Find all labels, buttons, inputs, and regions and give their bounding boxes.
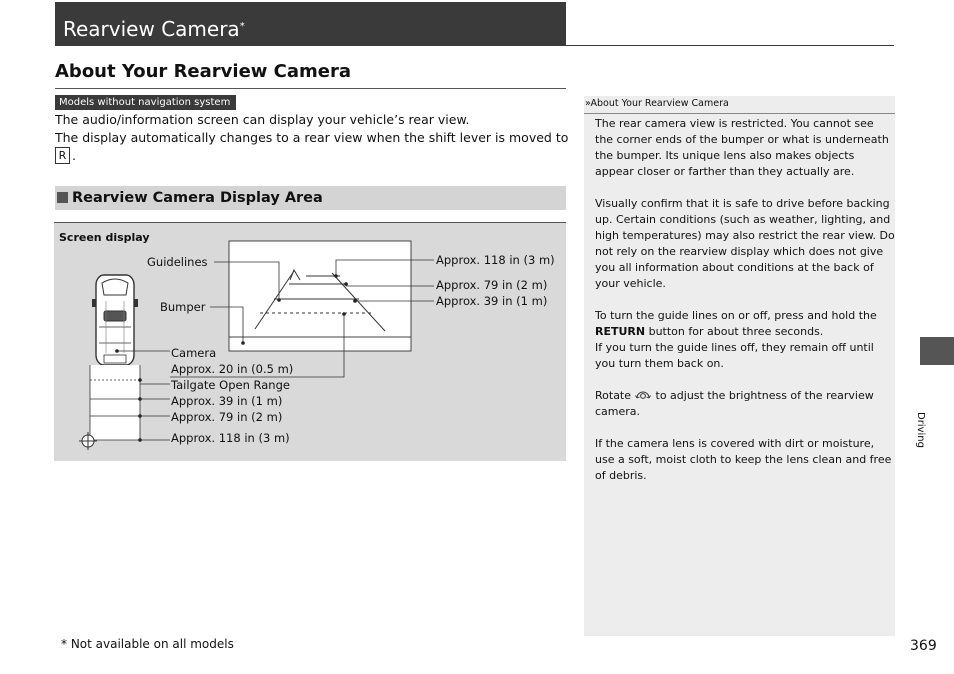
page-title-text: Rearview Camera bbox=[63, 17, 240, 41]
sidebar-line: you all information about conditions at the back of bbox=[595, 261, 874, 274]
approx-39-right-label: Approx. 39 in (1 m) bbox=[436, 294, 548, 308]
sidebar-line: The rear camera view is restricted. You cannot see bbox=[595, 117, 874, 130]
models-tag: Models without navigation system bbox=[55, 95, 236, 110]
camera-label: Camera bbox=[171, 346, 217, 360]
approx-118-right-label: Approx. 118 in (3 m) bbox=[436, 253, 555, 267]
sidebar-line: your vehicle. bbox=[595, 277, 666, 290]
sidebar-line-rest: button for about three seconds. bbox=[645, 325, 824, 338]
title-rule bbox=[566, 45, 894, 46]
car-top-view bbox=[92, 275, 138, 365]
footnote: * Not available on all models bbox=[61, 637, 234, 651]
sidebar-line: If you turn the guide lines off, they remain off until bbox=[595, 341, 874, 354]
chapter-tab[interactable] bbox=[920, 337, 954, 365]
approx-20-label: Approx. 20 in (0.5 m) bbox=[171, 362, 294, 376]
subsection-square-icon bbox=[57, 192, 68, 203]
sidebar-line: you turn them back on. bbox=[595, 357, 724, 370]
sidebar-line: To turn the guide lines on or off, press and hold the bbox=[595, 309, 877, 322]
chapter-tab-label: Driving bbox=[915, 412, 926, 448]
approx-118-left-label: Approx. 118 in (3 m) bbox=[171, 431, 290, 445]
approx-79-left-label: Approx. 79 in (2 m) bbox=[171, 410, 283, 424]
selector-knob-icon bbox=[634, 388, 652, 402]
sidebar-line: If the camera lens is covered with dirt or moisture, bbox=[595, 437, 875, 450]
figure-panel bbox=[54, 222, 566, 461]
sidebar-line bbox=[595, 388, 874, 404]
page-title bbox=[63, 16, 245, 42]
sidebar-line: not rely on the rearview display which does not give bbox=[595, 245, 884, 258]
return-button-label: RETURN bbox=[595, 325, 646, 338]
sidebar-line bbox=[595, 324, 823, 340]
title-asterisk: * bbox=[239, 21, 245, 32]
sidebar-line: appear closer or farther than they actually are. bbox=[595, 165, 855, 178]
sidebar-line: Visually confirm that it is safe to drive before backing bbox=[595, 197, 890, 210]
paragraph-shift-lever: The display automatically changes to a rear view when the shift lever is moved to bbox=[55, 130, 569, 145]
r79-dot bbox=[344, 282, 348, 286]
guidelines-label: Guidelines bbox=[147, 255, 208, 269]
guidelines-dot bbox=[277, 298, 281, 302]
approx-39-left-label: Approx. 39 in (1 m) bbox=[171, 394, 283, 408]
sidebar-line: of debris. bbox=[595, 469, 647, 482]
sidebar-line-rest: to adjust the brightness of the rearview bbox=[652, 389, 874, 402]
rear-area bbox=[90, 365, 140, 440]
sidebar-line: the corner ends of the bumper or what is underneath bbox=[595, 133, 889, 146]
section-rule bbox=[55, 88, 566, 89]
tailgate-label: Tailgate Open Range bbox=[171, 378, 290, 392]
camera-dot bbox=[115, 349, 119, 353]
half-meter-dot bbox=[342, 312, 346, 316]
sidebar-heading bbox=[585, 97, 729, 111]
section-heading: About Your Rearview Camera bbox=[55, 61, 352, 82]
rotate-word: Rotate bbox=[595, 389, 632, 402]
sidebar-heading-text: About Your Rearview Camera bbox=[590, 98, 729, 109]
reference-marker-icon: » bbox=[585, 98, 591, 109]
sidebar-line: camera. bbox=[595, 405, 641, 418]
sidebar-line: high temperatures) may also restrict the rear view. Do bbox=[595, 229, 895, 242]
paragraph-end-period: . bbox=[72, 148, 76, 163]
r39-dot bbox=[353, 299, 357, 303]
sidebar-line: the bumper. Its unique lens also makes objects bbox=[595, 149, 855, 162]
bumper-label: Bumper bbox=[160, 300, 206, 314]
r118-dot bbox=[334, 274, 338, 278]
subsection-heading: Rearview Camera Display Area bbox=[72, 190, 323, 206]
sidebar-line: use a soft, moist cloth to keep the lens clean and free bbox=[595, 453, 892, 466]
shift-position-r-icon: R bbox=[55, 147, 70, 164]
paragraph-display-rear-view: The audio/information screen can display your vehicle’s rear view. bbox=[55, 112, 470, 127]
screen-display-frame bbox=[229, 241, 411, 351]
bumper-dot bbox=[241, 341, 245, 345]
page-number: 369 bbox=[910, 638, 937, 654]
approx-79-right-label: Approx. 79 in (2 m) bbox=[436, 278, 548, 292]
screen-display-label: Screen display bbox=[59, 231, 150, 244]
sidebar-line: up. Certain conditions (such as weather, lighting, and bbox=[595, 213, 891, 226]
